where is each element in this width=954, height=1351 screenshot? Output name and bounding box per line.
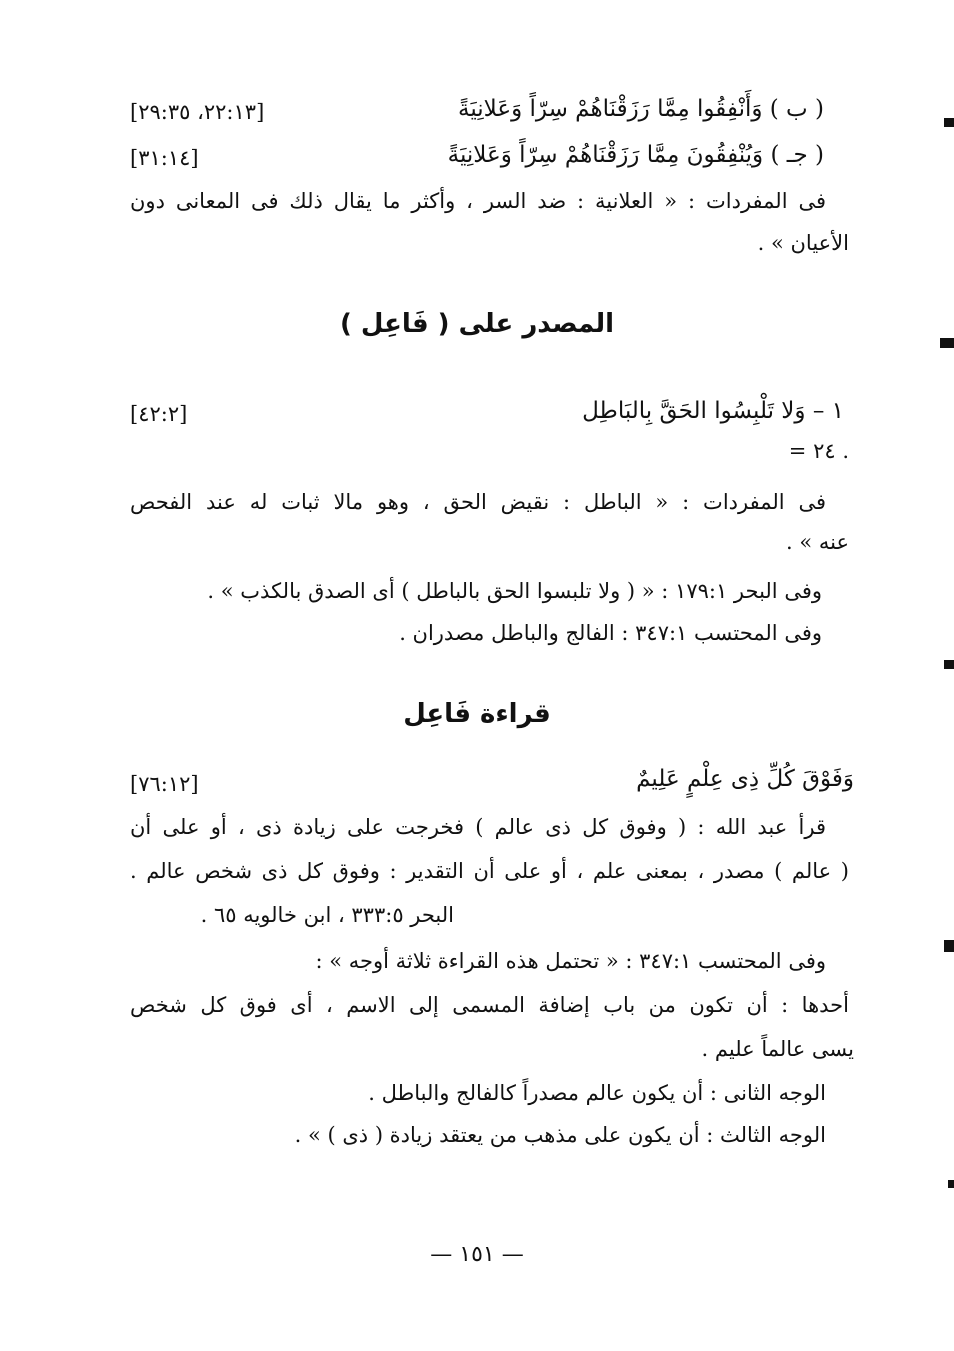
verse-reference-1: [٤٢:٢] xyxy=(130,402,188,426)
verse-line-j: ( جـ ) وَيُنْفِقُونَ مِمَّا رَزَقْنَاهُمْ سِرّاً وَعَلانِيَةً xyxy=(447,142,824,168)
verse-line-b: ( ب ) وَأَنْفِقُوا مِمَّا رَزَقْنَاهُمْ سِرّاً وَعَلانِيَةً xyxy=(457,96,824,122)
mufradat-note-2-end: عنه » . xyxy=(786,530,849,554)
bahr-citation: وفى البحر ١٧٩:١ : « ( ولا تلبسوا الحق بالباطل ) أى الصدق بالكذب » . xyxy=(207,579,822,603)
cross-reference: = ٢٤ . xyxy=(788,439,849,463)
scan-edge-mark xyxy=(944,940,954,952)
muhtasab-citation: وفى المحتسب ٣٤٧:١ : الفالج والباطل مصدران . xyxy=(399,621,822,645)
scan-edge-mark xyxy=(948,1180,954,1188)
verse-line-2: وَفَوْقَ كُلِّ ذِى عِلْمٍ عَلِيمٌ xyxy=(636,766,854,792)
muhtasab-intro: وفى المحتسب ٣٤٧:١ : « تحتمل هذه القراءة ثلاثة أوجه » : xyxy=(315,949,826,973)
mufradat-note-2: فى المفردات : « الباطل : نقيض الحق ، وهو مالا ثبات له عند الفحص xyxy=(130,490,826,514)
first-aspect-line-2: يسى عالماً عليم . xyxy=(701,1037,854,1061)
verse-line-1: ١ – وَلا تَلْبِسُوا الحَقَّ بِالبَاطِل xyxy=(582,398,844,424)
scan-edge-mark xyxy=(940,338,954,348)
section-heading-masdar: المصدر على ( فَاعِل ) xyxy=(339,309,615,339)
qiraa-sources: البحر ٣٣٣:٥ ، ابن خالويه ٦٥ . xyxy=(200,903,454,927)
verse-reference-j: [٣١:١٤] xyxy=(130,146,199,170)
page-number: — ١٥١ — xyxy=(430,1242,524,1267)
verse-reference-2: [٧٦:١٢] xyxy=(130,772,199,796)
qiraa-paragraph-line-1: قرأ عبد الله : ( وفوق كل ذى عالم ) فخرجت على زيادة ذى ، أو على أن xyxy=(130,815,826,839)
third-aspect: الوجه الثالث : أن يكون على مذهب من يعتقد زيادة ( ذى ) » . xyxy=(294,1123,826,1147)
second-aspect: الوجه الثانى : أن يكون عالم مصدراً كالفالج والباطل . xyxy=(368,1081,826,1105)
mufradat-note-1-end: الأعيان » . xyxy=(757,231,849,255)
section-heading-qiraa: قراءة فَاعِل xyxy=(403,699,551,729)
first-aspect-line-1: أحدها : أن تكون من باب إضافة المسمى إلى الاسم ، أى فوق كل شخص xyxy=(130,993,849,1017)
scan-edge-mark xyxy=(944,118,954,127)
qiraa-paragraph-line-2: ( عالم ) مصدر ، بمعنى علم ، أو على أن التقدير : وفوق كل ذى شخص عالم . xyxy=(130,859,849,883)
verse-reference-b: [٢٢:١٣، ٢٩:٣٥] xyxy=(130,100,265,124)
scan-edge-mark xyxy=(944,660,954,669)
mufradat-note-1: فى المفردات : « العلانية : ضد السر ، وأكثر ما يقال ذلك فى المعانى دون xyxy=(130,189,826,213)
